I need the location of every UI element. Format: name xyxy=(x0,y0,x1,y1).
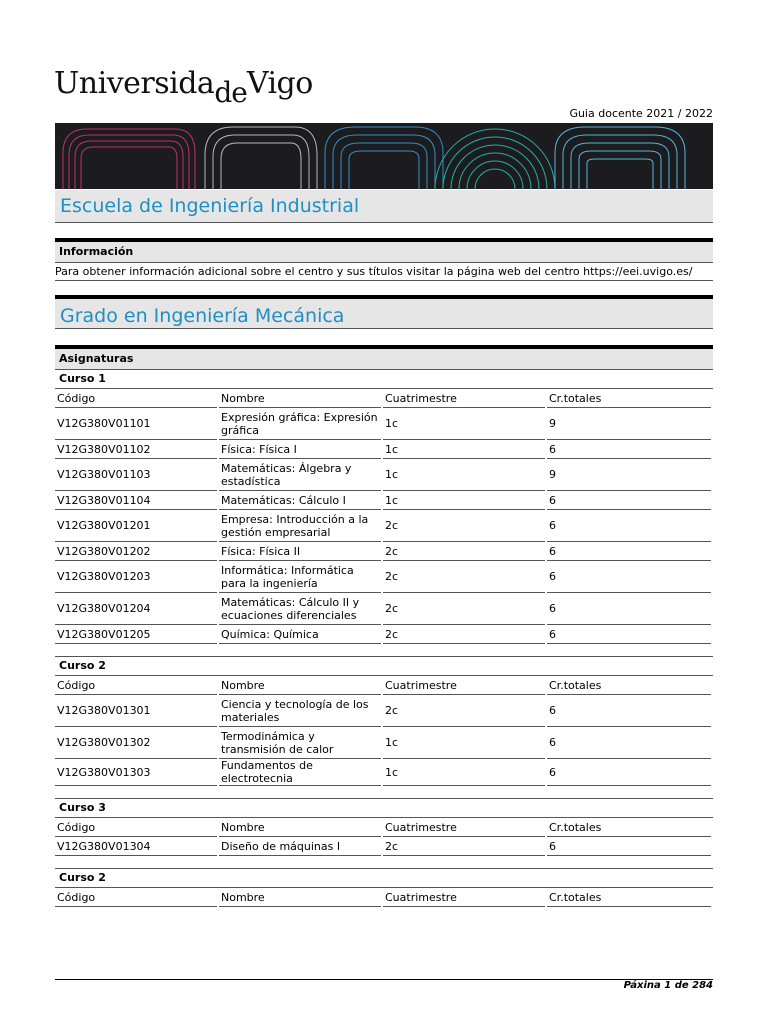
table-row xyxy=(55,408,711,440)
course-table xyxy=(53,888,713,907)
column-header: Código xyxy=(55,818,217,837)
table-row xyxy=(55,440,711,459)
course-title: Curso 2 xyxy=(55,869,713,888)
subject-credits: 9 xyxy=(547,459,711,491)
subject-credits: 6 xyxy=(547,510,711,542)
subject-code: V12G380V01102 xyxy=(55,440,217,459)
subject-semester: 2c xyxy=(383,695,545,727)
info-section xyxy=(55,238,713,281)
subject-semester: 2c xyxy=(383,837,545,856)
table-row xyxy=(55,759,711,786)
table-row xyxy=(55,561,711,593)
course-table xyxy=(53,676,713,786)
course-title: Curso 1 xyxy=(55,370,713,389)
subject-name: Física: Física I xyxy=(219,440,381,459)
subject-code: V12G380V01203 xyxy=(55,561,217,593)
logo-text-vigo: Vigo xyxy=(246,66,313,101)
footer-divider xyxy=(55,979,713,980)
subject-name: Física: Física II xyxy=(219,542,381,561)
info-text: Para obtener información adicional sobre el centro y sus títulos visitar la página web del centro https://eei.uvigo.es/ xyxy=(55,263,713,281)
table-row xyxy=(55,510,711,542)
subject-credits: 6 xyxy=(547,727,711,759)
subject-code: V12G380V01101 xyxy=(55,408,217,440)
logo-text-universida: Universida xyxy=(54,66,215,101)
subject-name: Química: Química xyxy=(219,625,381,644)
subject-code: V12G380V01202 xyxy=(55,542,217,561)
subject-code: V12G380V01201 xyxy=(55,510,217,542)
column-header: Cuatrimestre xyxy=(383,818,545,837)
subject-credits: 6 xyxy=(547,759,711,786)
subject-semester: 2c xyxy=(383,542,545,561)
subject-semester: 1c xyxy=(383,491,545,510)
subject-code: V12G380V01204 xyxy=(55,593,217,625)
column-header: Cr.totales xyxy=(547,676,711,695)
column-header: Cr.totales xyxy=(547,389,711,408)
logo-text-de: de xyxy=(214,76,247,109)
subject-code: V12G380V01301 xyxy=(55,695,217,727)
subject-name: Matemáticas: Cálculo II y ecuaciones diferenciales xyxy=(219,593,381,625)
table-header-row xyxy=(55,888,711,907)
subject-name: Ciencia y tecnología de los materiales xyxy=(219,695,381,727)
table-row xyxy=(55,459,711,491)
course-list xyxy=(55,370,713,907)
course-block xyxy=(55,657,713,799)
subject-credits: 6 xyxy=(547,561,711,593)
subject-semester: 2c xyxy=(383,625,545,644)
subject-credits: 6 xyxy=(547,491,711,510)
subject-name: Fundamentos de electrotecnia xyxy=(219,759,381,786)
table-row xyxy=(55,727,711,759)
column-header: Cr.totales xyxy=(547,818,711,837)
page-number: Páxina 1 de 284 xyxy=(623,980,713,991)
subject-semester: 1c xyxy=(383,408,545,440)
subjects-title: Asignaturas xyxy=(55,349,713,370)
subject-semester: 1c xyxy=(383,459,545,491)
column-header: Nombre xyxy=(219,389,381,408)
subject-credits: 6 xyxy=(547,625,711,644)
course-title: Curso 3 xyxy=(55,799,713,818)
column-header: Cuatrimestre xyxy=(383,389,545,408)
subject-name: Termodinámica y transmisión de calor xyxy=(219,727,381,759)
subject-name: Informática: Informática para la ingeniería xyxy=(219,561,381,593)
course-block xyxy=(55,869,713,907)
subject-name: Expresión gráfica: Expresión gráfica xyxy=(219,408,381,440)
course-spacer xyxy=(55,644,713,657)
subject-credits: 6 xyxy=(547,593,711,625)
course-title: Curso 2 xyxy=(55,657,713,676)
table-header-row xyxy=(55,389,711,408)
course-spacer xyxy=(55,856,713,869)
subject-name: Diseño de máquinas I xyxy=(219,837,381,856)
subject-credits: 6 xyxy=(547,440,711,459)
course-spacer xyxy=(55,786,713,799)
subject-credits: 9 xyxy=(547,408,711,440)
column-header: Nombre xyxy=(219,818,381,837)
course-table xyxy=(53,389,713,644)
subject-code: V12G380V01103 xyxy=(55,459,217,491)
course-block xyxy=(55,370,713,657)
subject-semester: 1c xyxy=(383,759,545,786)
column-header: Código xyxy=(55,888,217,907)
course-block xyxy=(55,799,713,869)
column-header: Cuatrimestre xyxy=(383,888,545,907)
subject-name: Matemáticas: Álgebra y estadística xyxy=(219,459,381,491)
subject-credits: 6 xyxy=(547,837,711,856)
subject-credits: 6 xyxy=(547,542,711,561)
subject-semester: 2c xyxy=(383,561,545,593)
school-title: Escuela de Ingeniería Industrial xyxy=(55,190,713,223)
subject-semester: 1c xyxy=(383,727,545,759)
subject-semester: 1c xyxy=(383,440,545,459)
header-banner xyxy=(55,123,713,189)
table-row xyxy=(55,837,711,856)
subject-semester: 2c xyxy=(383,593,545,625)
subject-code: V12G380V01104 xyxy=(55,491,217,510)
column-header: Código xyxy=(55,389,217,408)
subject-code: V12G380V01205 xyxy=(55,625,217,644)
table-row xyxy=(55,695,711,727)
table-row xyxy=(55,625,711,644)
info-title: Información xyxy=(55,242,713,263)
subject-semester: 2c xyxy=(383,510,545,542)
column-header: Cuatrimestre xyxy=(383,676,545,695)
subject-code: V12G380V01302 xyxy=(55,727,217,759)
column-header: Nombre xyxy=(219,676,381,695)
subject-credits: 6 xyxy=(547,695,711,727)
table-row xyxy=(55,491,711,510)
table-row xyxy=(55,593,711,625)
column-header: Código xyxy=(55,676,217,695)
table-header-row xyxy=(55,818,711,837)
column-header: Nombre xyxy=(219,888,381,907)
subject-code: V12G380V01304 xyxy=(55,837,217,856)
guide-year: Guia docente 2021 / 2022 xyxy=(569,107,713,120)
subject-name: Matemáticas: Cálculo I xyxy=(219,491,381,510)
column-header: Cr.totales xyxy=(547,888,711,907)
table-row xyxy=(55,542,711,561)
subject-name: Empresa: Introducción a la gestión empresarial xyxy=(219,510,381,542)
university-logo xyxy=(54,66,313,109)
subjects-section xyxy=(55,345,713,907)
course-table xyxy=(53,818,713,856)
subject-code: V12G380V01303 xyxy=(55,759,217,786)
decorative-arches-graphic xyxy=(55,123,713,189)
table-header-row xyxy=(55,676,711,695)
degree-title: Grado en Ingeniería Mecánica xyxy=(55,295,713,329)
